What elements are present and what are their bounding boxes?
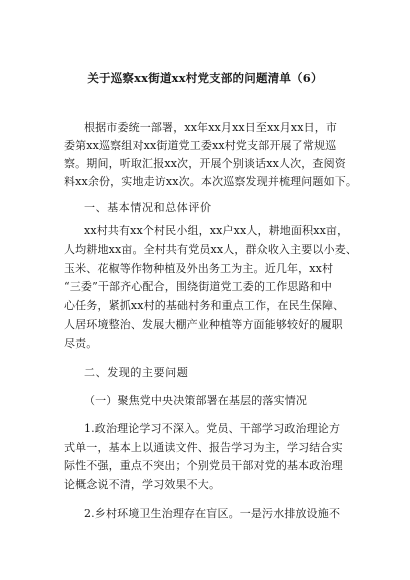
paragraph-line: 心任务，紧抓xx村的基础村务和重点工作，在民生保障、 bbox=[64, 299, 345, 312]
paragraph-line: 论概念说不清，学习效果不大。 bbox=[64, 478, 221, 491]
paragraph-line: 委第xx巡察组对xx街道党工委xx村党支部开展了常规巡 bbox=[64, 139, 337, 152]
paragraph-line: 料xx余份，实地走访xx次。本次巡察发现并梳理问题如下。 bbox=[64, 175, 358, 188]
section-heading: 二、发现的主要问题 bbox=[84, 366, 189, 379]
document-title: 关于巡察xx街道xx村党支部的问题清单（6） bbox=[87, 71, 323, 85]
paragraph-line: 人均耕地xx亩。全村共有党员xx人，群众收入主要以小麦、 bbox=[64, 243, 358, 256]
paragraph-line: 玉米、花椒等作物种植及外出务工为主。近几年，xx村 bbox=[64, 262, 334, 275]
paragraph-line: xx村共有xx个村民小组，xx户xx人，耕地面积xx亩， bbox=[84, 224, 349, 237]
paragraph-line: 式单一，基本上以通读文件、报告学习为主，学习结合实 bbox=[64, 441, 343, 454]
subsection-heading: （一）聚焦党中央决策部署在基层的落实情况 bbox=[84, 394, 307, 407]
paragraph-line: 根据市委统一部署，xx年xx月xx日至xx月xx日，市 bbox=[84, 121, 338, 134]
paragraph-line: 际性不强，重点不突出；个别党员干部对党的基本政治理 bbox=[64, 459, 343, 472]
paragraph-line: “三委”干部齐心配合，围绕街道党工委的工作思路和中 bbox=[64, 280, 332, 293]
paragraph-line: 2.乡村环境卫生治理存在盲区。一是污水排放设施不 bbox=[84, 507, 341, 520]
paragraph-line: 1.政治理论学习不深入。党员、干部学习政治理论方 bbox=[84, 422, 341, 435]
paragraph-line: 人居环境整治、发展大棚产业种植等方面能够较好的履职 bbox=[64, 318, 343, 331]
paragraph-line: 察。期间，听取汇报xx次，开展个别谈话xx人次，查阅资 bbox=[64, 157, 346, 170]
section-heading: 一、基本情况和总体评价 bbox=[84, 201, 212, 214]
paragraph-line: 尽责。 bbox=[64, 337, 98, 350]
